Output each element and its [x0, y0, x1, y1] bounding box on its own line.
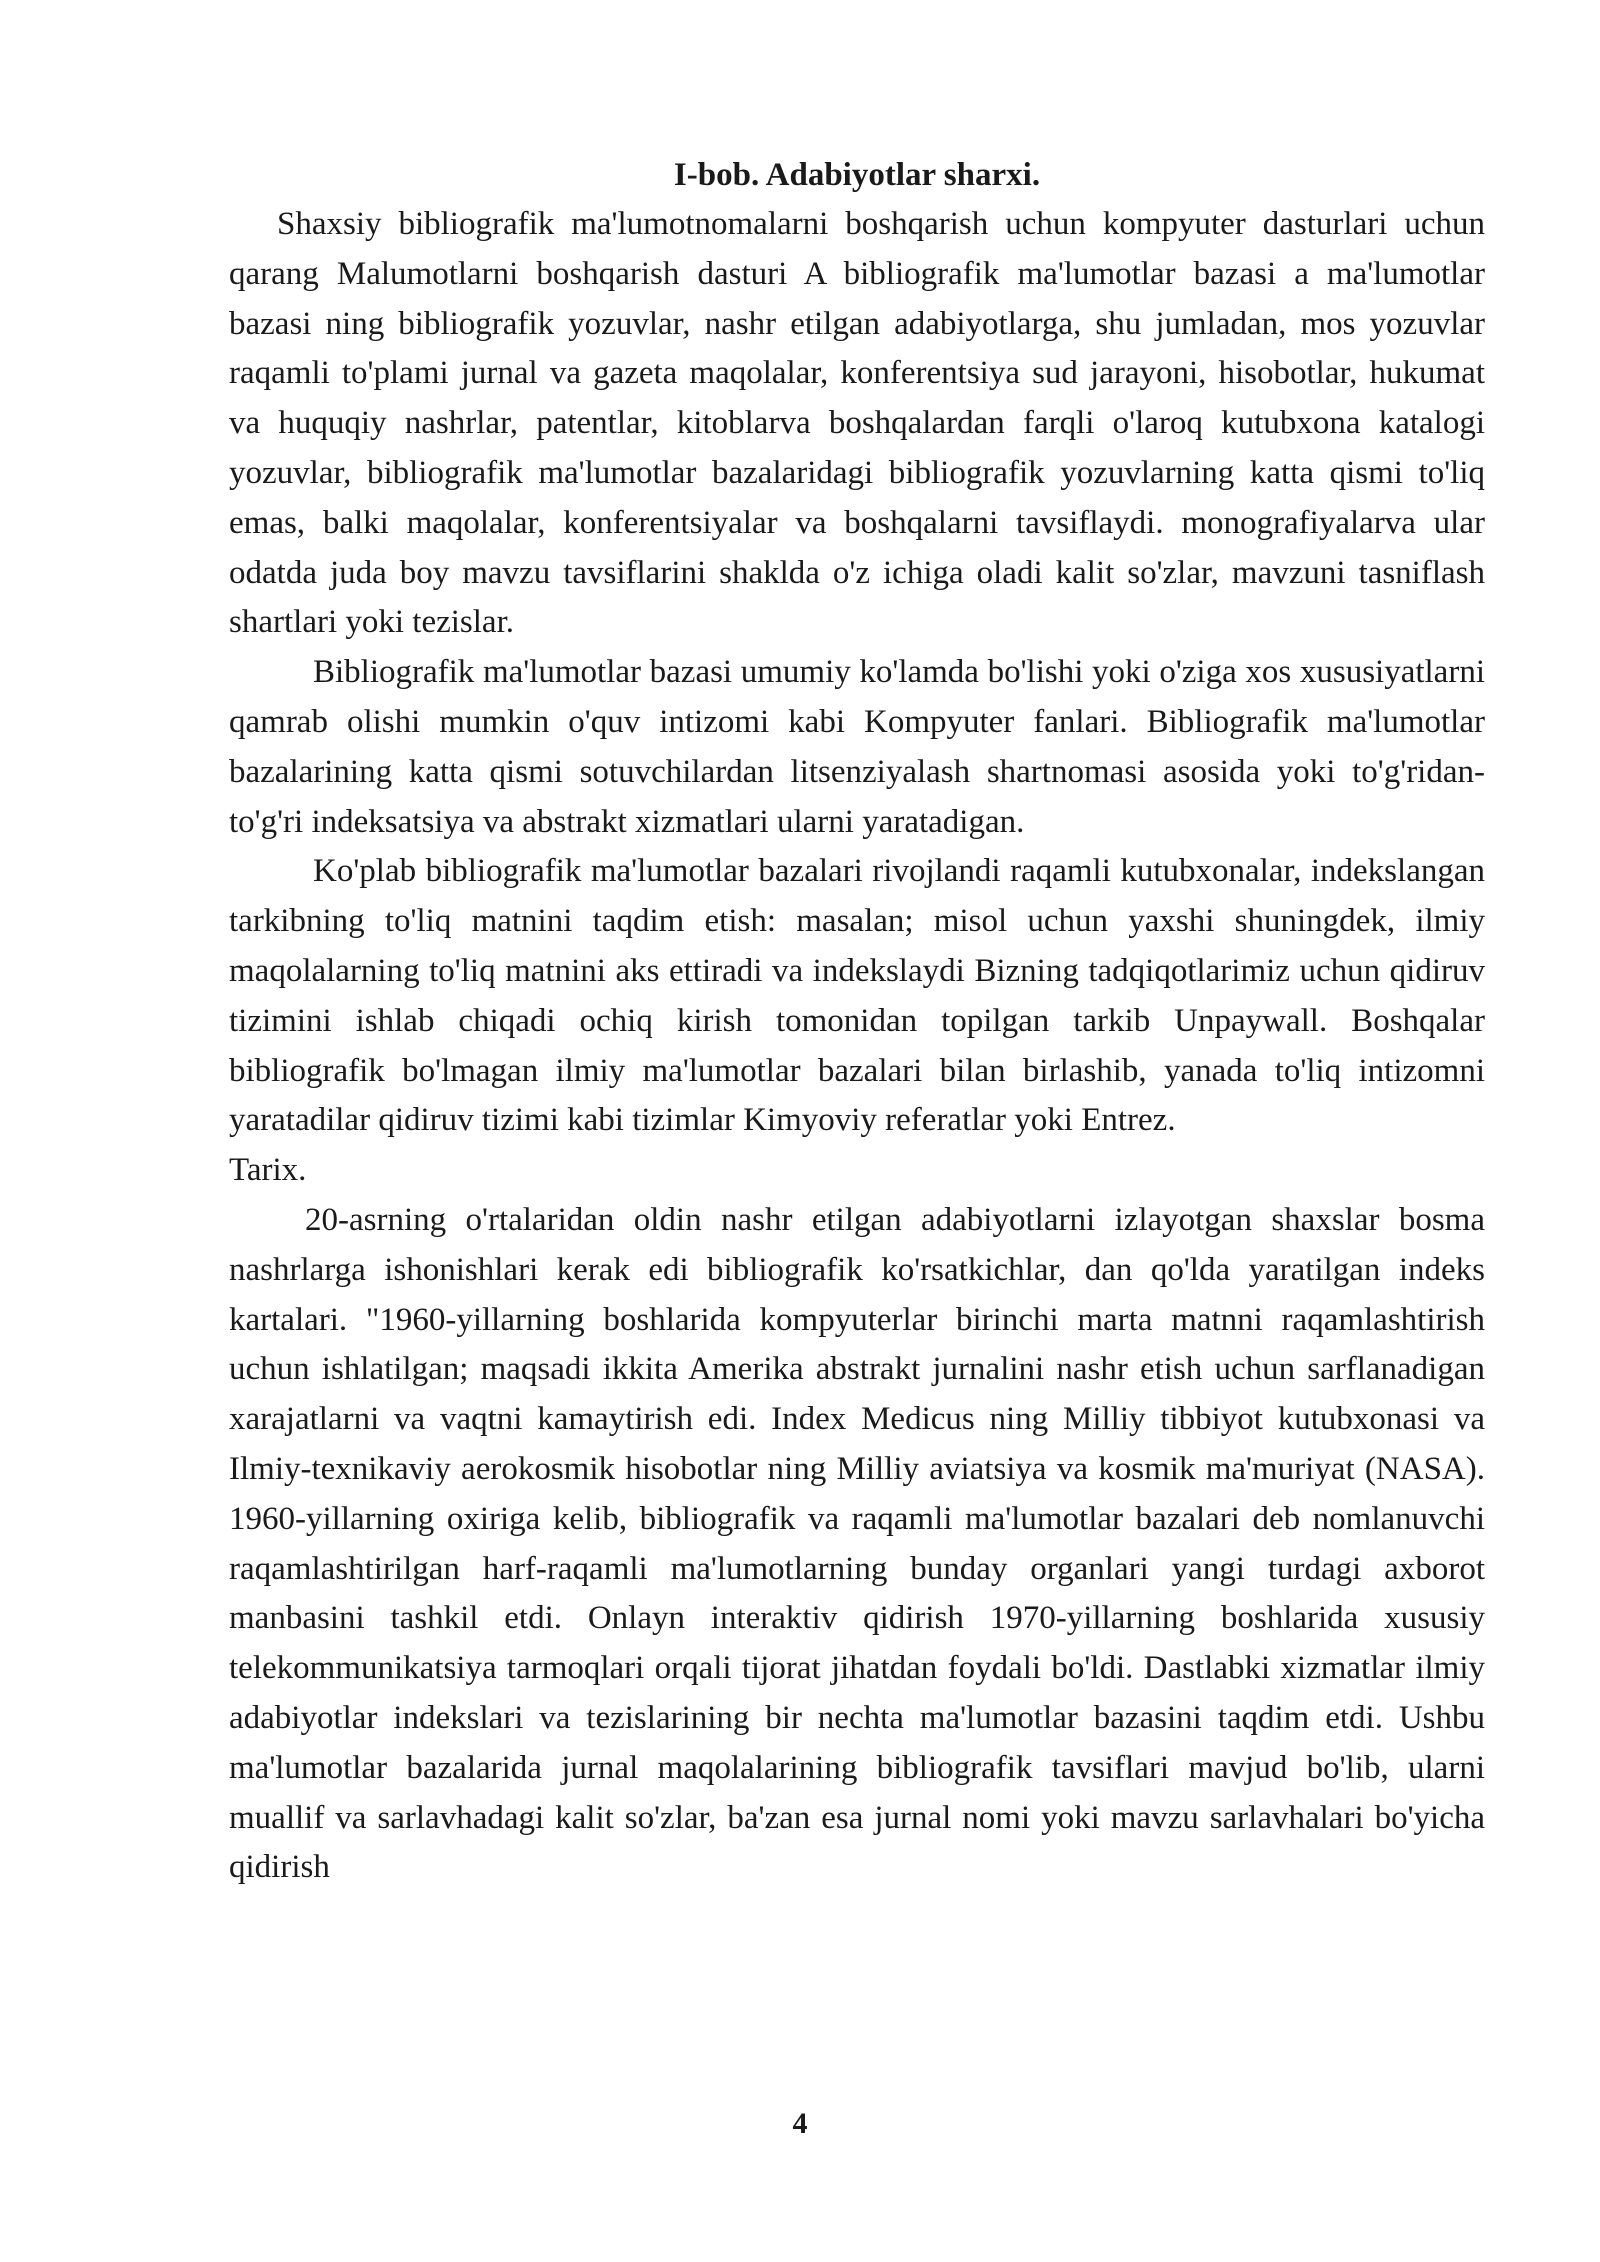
page-number: 4: [792, 2107, 808, 2140]
document-page: [229, 150, 1485, 1893]
paragraph-history: 20-asrning o'rtalaridan oldin nashr etilgan adabiyotlarni izlayotgan shaxslar bosma nashrlarga ishonishlari kerak edi bibliografik ko'rsatkichlar, dan qo'lda yaratilgan indeks kartalari. "1960-yillarning boshlarida kompyuterlar birinchi marta matnni raqamlashtirish uchun ishlatilgan; maqsadi ikkita Amerika abstrakt jurnalini nashr etish uchun sarflanadigan xarajatlarni va vaqtni kamaytirish edi. Index Medicus ning Milliy tibbiyot kutubxonasi va Ilmiy-texnikaviy aerokosmik hisobotlar ning Milliy aviatsiya va kosmik ma'muriyat (NASA). 1960-yillarning oxiriga kelib, bibliografik va raqamli ma'lumotlar bazalari deb nomlanuvchi raqamlashtirilgan harf-raqamli ma'lumotlarning bunday organlari yangi turdagi axborot manbasini tashkil etdi. Onlayn interaktiv qidirish 1970-yillarning boshlarida xususiy telekommunikatsiya tarmoqlari orqali tijorat jihatdan foydali bo'ldi. Dastlabki xizmatlar ilmiy adabiyotlar indekslari va tezislarining bir nechta ma'lumotlar bazasini taqdim etdi. Ushbu ma'lumotlar bazalarida jurnal maqolalarining bibliografik tavsiflari mavjud bo'lib, ularni muallif va sarlavhadagi kalit so'zlar, ba'zan esa jurnal nomi yoki mavzu sarlavhalari bo'yicha qidirish: [229, 1201, 1485, 1886]
chapter-title: I-bob. Adabiyotlar sharxi.: [673, 157, 1041, 193]
paragraph-digital-libraries: Ko'plab bibliografik ma'lumotlar bazalari rivojlandi raqamli kutubxonalar, indekslangan tarkibning to'liq matnini taqdim etish: masalan; misol uchun yaxshi shuningdek, ilmiy maqolalarning to'liq matnini aks ettiradi va indekslaydi Bizning tadqiqotlarimiz uchun qidiruv tizimini ishlab chiqadi ochiq kirish tomonidan topilgan tarkib Unpaywall. Boshqalar bibliografik bo'lmagan ilmiy ma'lumotlar bazalari bilan birlashib, yanada to'liq intizomni yaratadilar qidiruv tizimi kabi tizimlar Kimyoviy referatlar yoki Entrez.: [229, 853, 1485, 1139]
section-heading-history: Tarix.: [229, 1152, 307, 1189]
paragraph-scope: Bibliografik ma'lumotlar bazasi umumiy ko'lamda bo'lishi yoki o'ziga xos xususiyatlarni qamrab olishi mumkin o'quv intizomi kabi Kompyuter fanlari. Bibliografik ma'lumotlar bazalarining katta qismi sotuvchilardan litsenziyalash shartnomasi asosida yoki to'g'ridan-to'g'ri indeksatsiya va abstrakt xizmatlari ularni yaratadigan.: [229, 654, 1485, 840]
paragraph-intro: Shaxsiy bibliografik ma'lumotnomalarni boshqarish uchun kompyuter dasturlari uchun qarang Malumotlarni boshqarish dasturi A bibliografik ma'lumotlar bazasi a ma'lumotlar bazasi ning bibliografik yozuvlar, nashr etilgan adabiyotlarga, shu jumladan, mos yozuvlar raqamli to'plami jurnal va gazeta maqolalar, konferentsiya sud jarayoni, hisobotlar, hukumat va huquqiy nashrlar, patentlar, kitoblarva boshqalardan farqli o'laroq kutubxona katalogi yozuvlar, bibliografik ma'lumotlar bazalaridagi bibliografik yozuvlarning katta qismi to'liq emas, balki maqolalar, konferentsiyalar va boshqalarni tavsiflaydi. monografiyalarva ular odatda juda boy mavzu tavsiflarini shaklda o'z ichiga oladi kalit so'zlar, mavzuni tasniflash shartlari yoki tezislar.: [229, 206, 1485, 641]
